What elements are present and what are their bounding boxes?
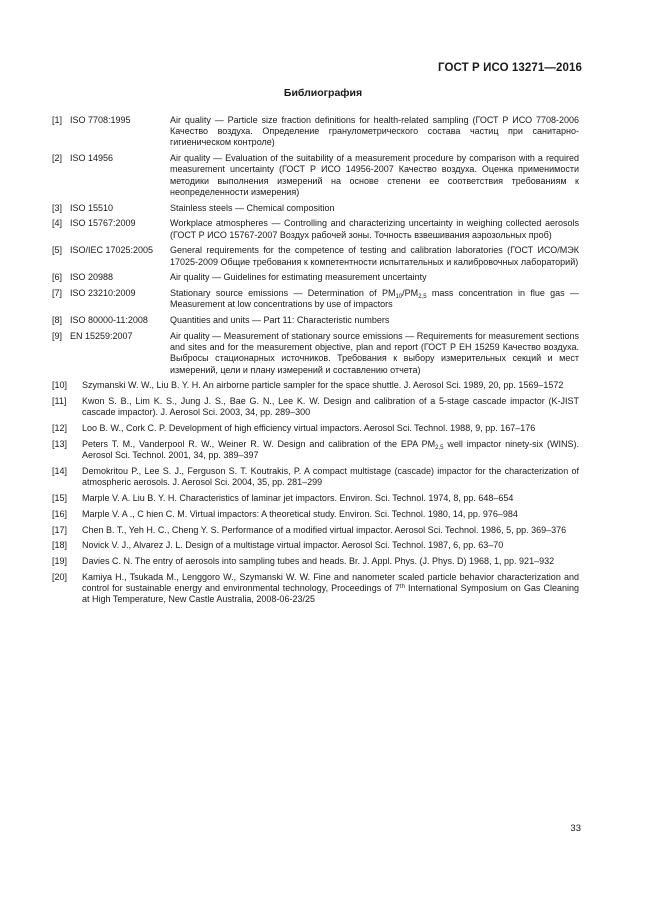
entry-text: Szymanski W. W., Liu B. Y. H. An airborne particle sampler for the space shuttle. J. Aerosol Sci. 1989, 20, pp. 1569–1572 [82, 380, 564, 391]
entry-text: Chen B. T., Yeh H. C., Cheng Y. S. Performance of a modified virtual impactor. Aerosol Sci. Technol. 1986, 5, pp. 369–376 [82, 524, 567, 535]
entry-number: [2] [52, 153, 63, 164]
subscript: 2,5 [418, 294, 427, 301]
bibliography-entry-14 [52, 466, 579, 488]
bibliography-entry-20 [52, 572, 579, 606]
entry-text: Kwon S. B., Lim K. S., Jung J. S., Bae G. N., Lee K. W. Design and calibration of a 5-stage cascade impactor (K-JIST cascade impactor). J. Aerosol Sci. 2003, 34, pp. 289–300 [82, 396, 579, 418]
entry-text: Kamiya H., Tsukada M., Lenggoro W., Szymanski W. W. Fine and nanometer scaled particle behavior characterization and control for sustainable energy and environmental technology, Proceedings of 7th International Symposium on Gas Cleaning at High Temperature, New Castle Australia, 2008-06-23/25 [82, 571, 579, 605]
subscript: 2,5 [435, 445, 444, 451]
entry-number: [8] [52, 315, 63, 326]
entry-number: [17] [52, 524, 68, 535]
bibliography-entry-9 [52, 331, 579, 376]
entry-number: [19] [52, 556, 68, 567]
bibliography-entry-13 [52, 439, 579, 461]
entry-text: Davies C. N. The entry of aerosols into sampling tubes and heads. Br. J. Appl. Phys. (J. Phys. D) 1968, 1, pp. 921–932 [82, 556, 555, 567]
entry-text: Peters T. M., Vanderpool R. W., Weiner R. W. Design and calibration of the EPA $PM_{2,5}$ well impactor ninety-six (WINS). Aerosol Sci. Technol. 2001, 34, pp. 389–397 [82, 439, 579, 461]
entry-standard: EN 15259:2007 [70, 331, 133, 341]
bibliography-entry-4 [52, 218, 579, 240]
entry-number: [20] [52, 571, 68, 582]
entry-number: [18] [52, 540, 68, 551]
entry-number: [13] [52, 439, 68, 449]
entry-text: Stationary source emissions — Determination of $PM_{10}/PM_{2,5}$ mass concentration in flue gas — Measurement at low concentrations by use of impactors [170, 288, 579, 310]
subscript: 10 [395, 294, 403, 301]
bibliography-entry-1 [52, 115, 579, 149]
entry-number: [9] [52, 331, 63, 341]
bibliography-entry-15 [52, 493, 579, 504]
bibliography-entry-7 [52, 288, 579, 310]
entry-text: Loo B. W., Cork C. P. Development of high efficiency virtual impactors. Aerosol Sci. Technol. 1988, 9, pp. 167–176 [82, 423, 536, 434]
entry-standard: ISO 23210:2009 [70, 288, 136, 299]
entry-standard: ISO 15510 [70, 202, 114, 213]
entry-standard: ISO/IEC 17025:2005 [70, 245, 154, 256]
entry-number: [5] [52, 245, 63, 256]
entry-text: Demokritou P., Lee S. J., Ferguson S. T. Koutrakis, P. A compact multistage (cascade) impactor for the characterization of atmospheric aerosols. J. Aerosol Sci. 2004, 35, pp. 281–299 [82, 466, 579, 488]
bibliography-entry-3 [52, 203, 579, 214]
bibliography-entry-2 [52, 153, 579, 198]
document-header: ГОСТ Р ИСО 13271—2016 [437, 62, 582, 74]
entry-text: Workplace atmospheres — Controlling and characterizing uncertainty in weighing collected aerosols (ГОСТ Р ИСО 15767-2007 Воздух рабочей зоны. Точность взвешивания аэрозольных проб) [170, 218, 579, 240]
entry-number: [11] [52, 396, 67, 407]
entry-number: [16] [52, 508, 68, 519]
entry-text: Stainless steels — Chemical composition [170, 202, 335, 213]
entry-number: [12] [52, 423, 68, 434]
entry-number: [10] [52, 380, 68, 391]
entry-number: [7] [52, 288, 63, 299]
entry-number: [15] [52, 493, 68, 503]
entry-standard: ISO 80000-11:2008 [70, 315, 148, 326]
bibliography-entry-18 [52, 540, 579, 551]
bibliography-entry-6 [52, 272, 579, 283]
entry-standard: ISO 7708:1995 [70, 115, 131, 125]
bibliography-entry-12 [52, 423, 579, 434]
entry-text: Marple V. A. Liu B. Y. H. Characteristics of laminar jet impactors. Environ. Sci. Technol. 1974, 8, pp. 648–654 [82, 493, 514, 503]
entry-text: Air quality — Evaluation of the suitability of a measurement procedure by comparison with a required measurement uncertainty (ГОСТ Р ИСО 14956-2007 Качество воздуха. Оценка применимости методики выполнения измерений на основе степени ее соответствия требованиям к неопределенности измерения) [170, 153, 579, 197]
entry-standard: ISO 14956 [70, 153, 114, 164]
entry-text: Novick V. J., Alvarez J. L. Design of a multistage virtual impactor. Aerosol Sci. Technol. 1987, 6, pp. 63–70 [82, 540, 504, 551]
entry-number: [14] [52, 466, 68, 476]
entry-number: [4] [52, 218, 63, 229]
page-number: 33 [570, 823, 581, 834]
page-title: Библиография [283, 87, 363, 99]
bibliography-entry-11 [52, 396, 579, 418]
entry-number: [1] [52, 115, 63, 125]
bibliography-entry-19 [52, 556, 579, 567]
bibliography-entry-16 [52, 509, 579, 520]
entry-text: Air quality — Particle size fraction definitions for health-related sampling (ГОСТ Р ИСО 7708-2006 Качество воздуха. Определение гранулометрического состава частиц при санитарно-гигиеническом контроле) [170, 115, 579, 148]
bibliography-entry-17 [52, 525, 579, 536]
entry-number: [6] [52, 272, 63, 283]
entry-text: Quantities and units — Part 11: Characteristic numbers [170, 315, 390, 326]
entry-text: General requirements for the competence of testing and calibration laboratories (ГОСТ ИСО/МЭК 17025-2009 Общие требования к компетентности испытательных и калибровочных лабораторий) [170, 245, 579, 267]
entry-standard: ISO 20988 [70, 272, 114, 283]
bibliography-list [52, 115, 579, 610]
entry-text: Air quality — Measurement of stationary source emissions — Requirements for measurement sections and sites and for the measurement objective, plan and report (ГОСТ Р ЕН 15259 Качество воздуха. Выбросы стационарных источников. Требования к выбору измерительных секций и мест измерений, цели и плану измерений и составлению отчета) [170, 331, 579, 375]
superscript: th [399, 584, 405, 591]
entry-text: Air quality — Guidelines for estimating measurement uncertainty [170, 272, 427, 283]
bibliography-entry-8 [52, 315, 579, 326]
bibliography-entry-10 [52, 380, 579, 391]
entry-number: [3] [52, 202, 63, 213]
entry-text: Marple V. A ., C hien C. M. Virtual impactors: A theoretical study. Environ. Sci. Technol. 1980, 14, pp. 976–984 [82, 508, 518, 519]
bibliography-entry-5 [52, 245, 579, 267]
entry-standard: ISO 15767:2009 [70, 218, 136, 229]
